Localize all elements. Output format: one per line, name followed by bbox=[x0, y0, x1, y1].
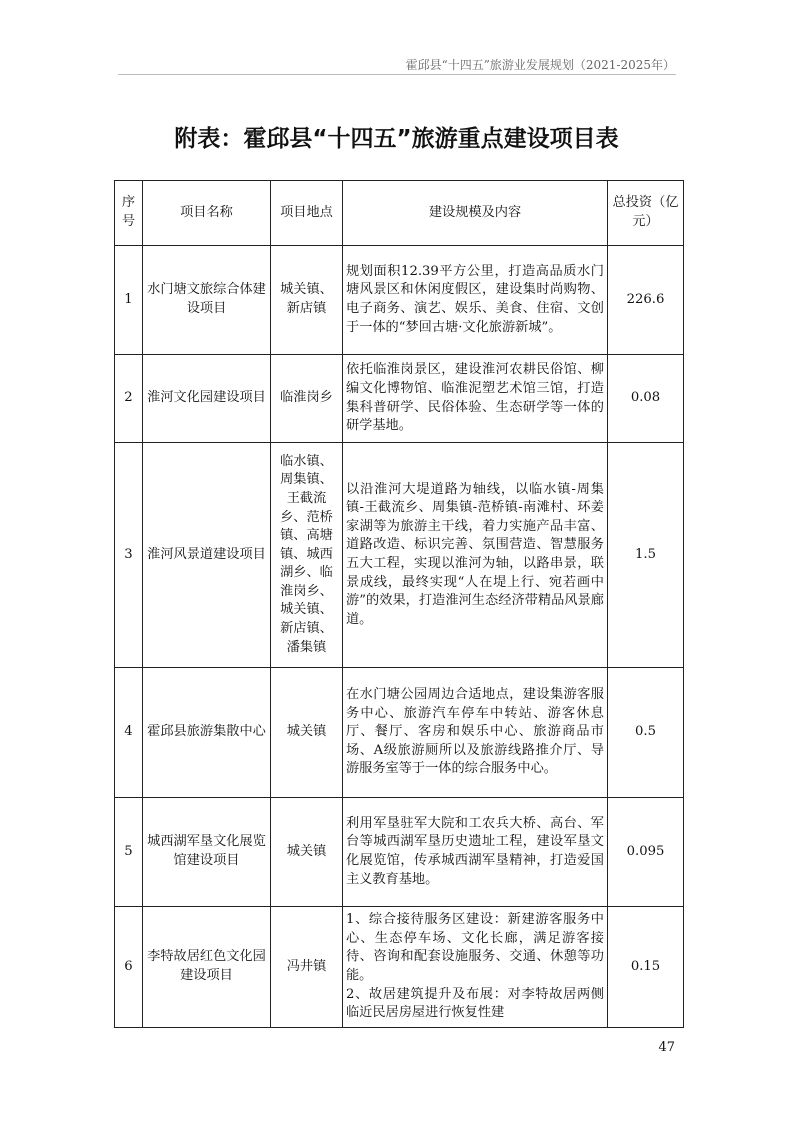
table-row bbox=[115, 355, 684, 443]
row-no: 6 bbox=[115, 907, 143, 1028]
row-name: 水门塘文旅综合体建设项目 bbox=[143, 246, 271, 355]
row-content: 以沿淮河大堤道路为轴线，以临水镇-周集镇-王截流乡、周集镇-范桥镇-南滩村、环姜家湖等为旅游主干线，着力实施产品丰富、道路改造、标识完善、氛围营造、智慧服务五大工程，实现以淮河为轴，以路串景，联景成线，最终实现“人在堤上行、宛若画中游”的效果，打造淮河生态经济带精品风景廊道。 bbox=[343, 443, 608, 668]
row-investment: 0.5 bbox=[608, 668, 684, 798]
row-content: 1、综合接待服务区建设：新建游客服务中心、生态停车场、文化长廊，满足游客接待、咨询和配套设施服务、交通、休憩等功能。 2、故居建筑提升及布展：对李特故居两侧临近民居房屋进行恢复性建 bbox=[343, 907, 608, 1028]
table-row bbox=[115, 798, 684, 907]
row-location: 临淮岗乡 bbox=[271, 355, 343, 443]
row-no: 4 bbox=[115, 668, 143, 798]
table-header-row bbox=[115, 181, 684, 246]
page-title: 附表：霍邱县“十四五”旅游重点建设项目表 bbox=[174, 126, 619, 152]
row-no: 5 bbox=[115, 798, 143, 907]
running-header: 霍邱县“十四五”旅游业发展规划（2021-2025年） bbox=[405, 58, 675, 72]
row-investment: 226.6 bbox=[608, 246, 684, 355]
table-row bbox=[115, 246, 684, 355]
row-investment: 0.15 bbox=[608, 907, 684, 1028]
row-name: 城西湖军垦文化展览馆建设项目 bbox=[143, 798, 271, 907]
table-row bbox=[115, 443, 684, 668]
row-location: 城关镇 bbox=[271, 668, 343, 798]
project-table bbox=[114, 180, 684, 1028]
row-content: 规划面积12.39平方公里，打造高品质水门塘风景区和休闲度假区，建设集时尚购物、电子商务、演艺、娱乐、美食、住宿、文创于一体的“梦回古塘·文化旅游新城”。 bbox=[343, 246, 608, 355]
row-name: 淮河文化园建设项目 bbox=[143, 355, 271, 443]
header-name: 项目名称 bbox=[143, 181, 271, 246]
row-location: 临水镇、周集镇、王截流乡、范桥镇、高塘镇、城西湖乡、临淮岗乡、城关镇、新店镇、潘集镇 bbox=[271, 443, 343, 668]
row-name: 淮河风景道建设项目 bbox=[143, 443, 271, 668]
header-no: 序号 bbox=[115, 181, 143, 246]
page-number: 47 bbox=[658, 1040, 675, 1055]
header-content: 建设规模及内容 bbox=[343, 181, 608, 246]
header-location: 项目地点 bbox=[271, 181, 343, 246]
row-no: 3 bbox=[115, 443, 143, 668]
row-content: 利用军垦驻军大院和工农兵大桥、高台、军台等城西湖军垦历史遗址工程，建设军垦文化展览馆，传承城西湖军垦精神，打造爱国主义教育基地。 bbox=[343, 798, 608, 907]
row-no: 2 bbox=[115, 355, 143, 443]
row-location: 城关镇、新店镇 bbox=[271, 246, 343, 355]
row-location: 冯井镇 bbox=[271, 907, 343, 1028]
row-content: 在水门塘公园周边合适地点，建设集游客服务中心、旅游汽车停车中转站、游客休息厅、餐厅、客房和娱乐中心、旅游商品市场、A级旅游厕所以及旅游线路推介厅、导游服务室等于一体的综合服务中心。 bbox=[343, 668, 608, 798]
row-investment: 1.5 bbox=[608, 443, 684, 668]
row-investment: 0.095 bbox=[608, 798, 684, 907]
row-content: 依托临淮岗景区，建设淮河农耕民俗馆、柳编文化博物馆、临淮泥塑艺术馆三馆，打造集科普研学、民俗体验、生态研学等一体的研学基地。 bbox=[343, 355, 608, 443]
table-row bbox=[115, 668, 684, 798]
table-row bbox=[115, 907, 684, 1028]
row-name: 霍邱县旅游集散中心 bbox=[143, 668, 271, 798]
row-name: 李特故居红色文化园建设项目 bbox=[143, 907, 271, 1028]
row-location: 城关镇 bbox=[271, 798, 343, 907]
header-rule bbox=[118, 74, 676, 75]
row-no: 1 bbox=[115, 246, 143, 355]
row-investment: 0.08 bbox=[608, 355, 684, 443]
header-investment: 总投资（亿元） bbox=[608, 181, 684, 246]
